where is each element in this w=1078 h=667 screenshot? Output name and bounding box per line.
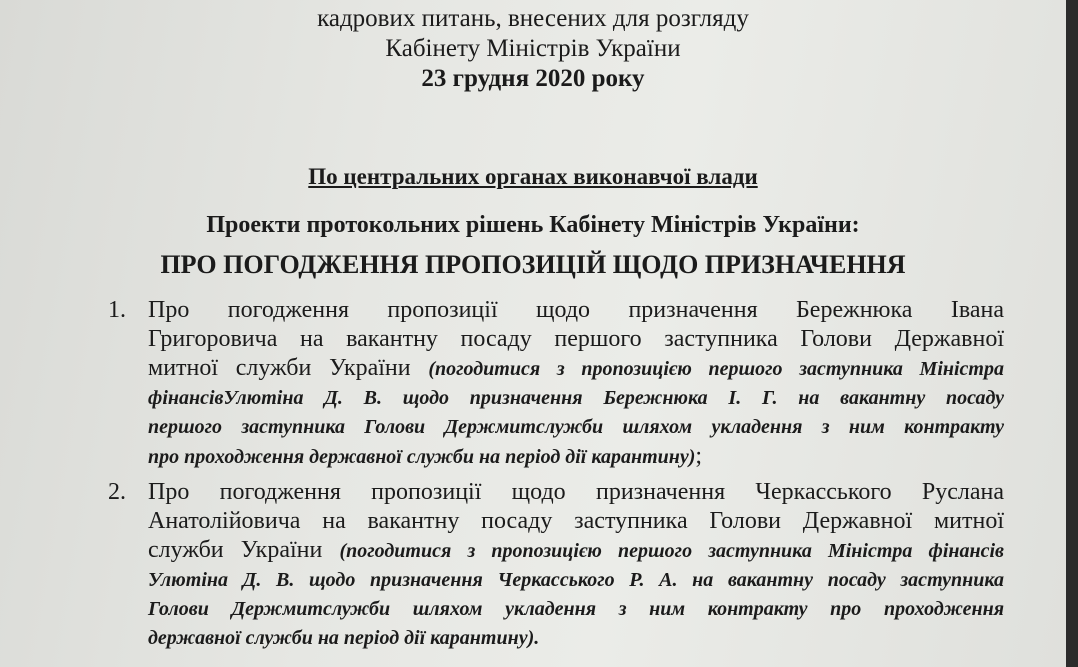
item-number: 1. [108,297,126,323]
item-body [148,478,1004,653]
item-line: Григоровича на вакантну посаду першого заступника Голови Державної [148,326,1004,352]
right-dark-edge [1066,0,1078,667]
item-line: Голови Держмитслужби шляхом укладення з ним контракту про проходження [148,598,1004,620]
item-line [148,536,1004,566]
item-line: державної служби на період дії карантину). [148,627,540,649]
item-line-italic: (погодитися з пропозицією першого заступника Міністра фінансів [339,540,1004,562]
item-number: 2. [108,479,126,505]
item-line-plain: служби України [148,537,340,563]
header-line-1: кадрових питань, внесених для розгляду [317,5,749,32]
item-line-italic: (погодитися з пропозицією першого заступника Міністра [428,358,1004,380]
item-line: фінансівУлютіна Д. В. щодо призначення Бережнюка І. Г. на вакантну посаду [148,387,1004,409]
header-date: 23 грудня 2020 року [421,65,645,92]
item-line-italic: про проходження державної служби на період дії карантину) [148,446,696,468]
item-line: Анатолійовича на вакантну посаду заступника Голови Державної митної [148,508,1004,534]
item-line-plain: митної служби України [148,355,429,381]
item-line: першого заступника Голови Держмитслужби шляхом укладення з ним контракту [148,416,1004,438]
heading: ПРО ПОГОДЖЕННЯ ПРОПОЗИЦІЙ ЩОДО ПРИЗНАЧЕННЯ [160,250,906,279]
item-line: Улютіна Д. В. щодо призначення Черкасського Р. А. на вакантну посаду заступника [148,569,1004,591]
item-line [148,442,1004,472]
subtitle: Проекти протокольних рішень Кабінету Міністрів України: [206,212,860,238]
item-line: Про погодження пропозиції щодо призначення Черкасського Руслана [148,479,1004,505]
item-body [148,296,1004,472]
item-line [148,354,1004,384]
header-line-2: Кабінету Міністрів України [385,35,681,62]
item-line-plain: ; [695,443,703,469]
item-line: Про погодження пропозиції щодо призначення Бережнюка Івана [148,297,1004,323]
section-title: По центральних органах виконавчої влади [308,164,758,189]
